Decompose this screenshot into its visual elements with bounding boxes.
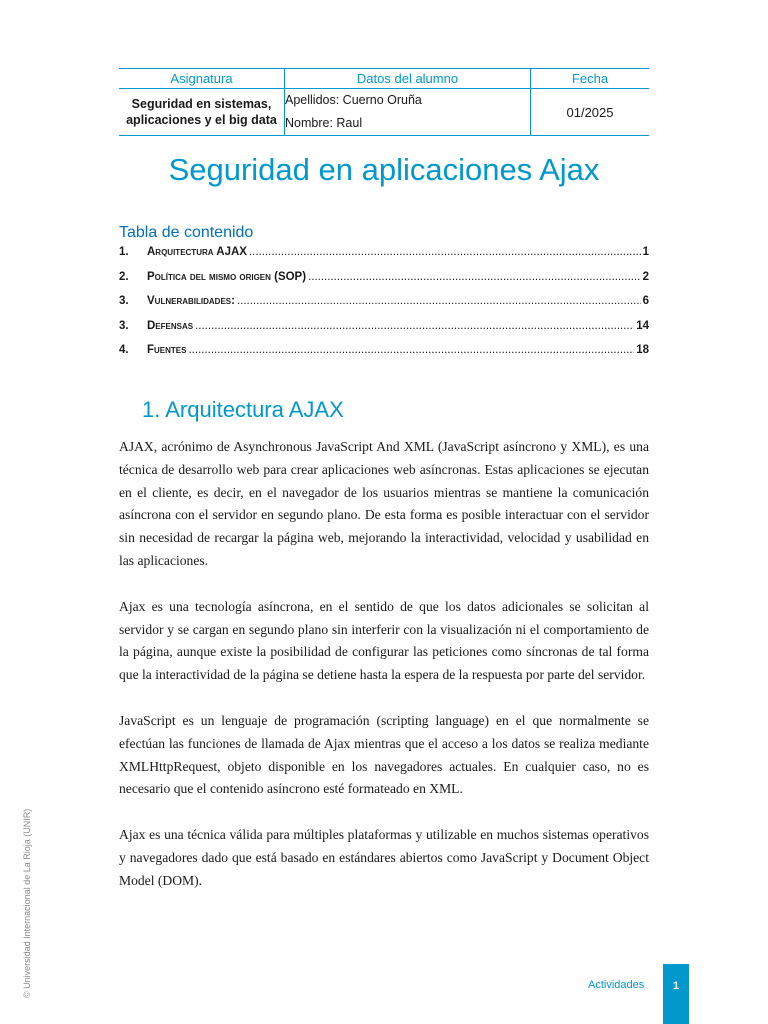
copyright-note: © Universidad Internacional de La Rioja (UNIR)	[22, 808, 32, 998]
toc-item-number: 2.	[119, 270, 129, 283]
toc-item-label: Defensas	[147, 319, 194, 332]
toc-item-number: 3.	[119, 319, 129, 332]
toc-dot-leader	[195, 320, 634, 332]
header-col-student: Datos del alumno	[285, 69, 531, 89]
paragraph: AJAX, acrónimo de Asynchronous JavaScript And XML (JavaScript asíncrono y XML), es una técnica de desarrollo web para crear aplicaciones web asíncronas. Estas aplicaciones se ejecutan en el cliente, es decir, en el navegador de los usuarios mientras se mantiene la comunicación asíncrona con el servidor en segundo plano. De esta forma es posible interactuar con el servidor sin necesidad de recargar la página web, mejorando la interactividad, velocidad y usabilidad en las aplicaciones.	[119, 439, 649, 568]
paragraph: JavaScript es un lenguaje de programación (scripting language) en el que normalmente se efectúan las funciones de llamada de Ajax mientras que el acceso a los datos se realiza mediante XMLHttpRequest, objeto disponible en los navegadores actuales. En cualquier caso, no es necesario que el contenido asíncrono esté formateado en XML.	[119, 712, 649, 797]
student-surname: Apellidos: Cuerno Oruña	[285, 93, 422, 107]
section-heading: 1. Arquitectura AJAX	[142, 397, 344, 422]
toc-dot-leader	[188, 344, 634, 356]
toc-dot-leader	[249, 246, 641, 258]
toc-item-page: 1	[642, 246, 649, 258]
toc-item-label: Arquitectura AJAX	[147, 246, 247, 258]
toc-heading: Tabla de contenido	[119, 224, 254, 241]
toc-item-number: 1.	[119, 246, 129, 258]
section-body	[119, 436, 649, 916]
student-name: Nombre: Raul	[285, 116, 363, 130]
toc-dot-leader	[237, 295, 641, 307]
toc-dot-leader	[308, 271, 641, 283]
toc-item-label: Vulnerabilidades:	[147, 295, 235, 307]
toc-item-page: 2	[642, 270, 649, 283]
footer-label: Actividades	[588, 979, 645, 991]
header-col-date: Fecha	[531, 69, 650, 89]
document-title: Seguridad en aplicaciones Ajax	[168, 152, 600, 187]
toc-item[interactable]	[119, 344, 649, 369]
toc-item-label: Política del mismo origen (SOP)	[147, 270, 307, 283]
toc-item-number: 3.	[119, 295, 129, 307]
toc-item-label: Fuentes	[147, 344, 187, 356]
date-value: 01/2025	[531, 89, 650, 136]
toc-item-page: 18	[636, 344, 649, 356]
paragraph: Ajax es una tecnología asíncrona, en el sentido de que los datos adicionales se solicitan al servidor y se cargan en segundo plano sin interferir con la visualización ni el comportamiento de la página, aunque existe la posibilidad de configurar las peticiones como síncronas de tal forma que la interactividad de la página se detiene hasta la espera de la respuesta por parte del servidor.	[119, 598, 649, 683]
toc-item-page: 6	[642, 295, 649, 307]
toc-item[interactable]	[119, 295, 649, 320]
toc-item[interactable]	[119, 246, 649, 271]
header-table	[119, 68, 649, 136]
student-data	[285, 89, 531, 136]
toc-item[interactable]	[119, 271, 649, 296]
page-number-badge: 1	[663, 964, 689, 1024]
toc-item[interactable]	[119, 320, 649, 345]
table-of-contents	[119, 246, 649, 369]
subject-name: Seguridad en sistemas, aplicaciones y el big data	[119, 89, 285, 136]
header-col-subject: Asignatura	[119, 69, 285, 89]
paragraph: Ajax es una técnica válida para múltiples plataformas y utilizable en muchos sistemas operativos y navegadores dado que está basado en estándares abiertos como JavaScript y Document Object Model (DOM).	[119, 827, 649, 888]
toc-item-number: 4.	[119, 344, 129, 356]
toc-item-page: 14	[636, 319, 649, 332]
